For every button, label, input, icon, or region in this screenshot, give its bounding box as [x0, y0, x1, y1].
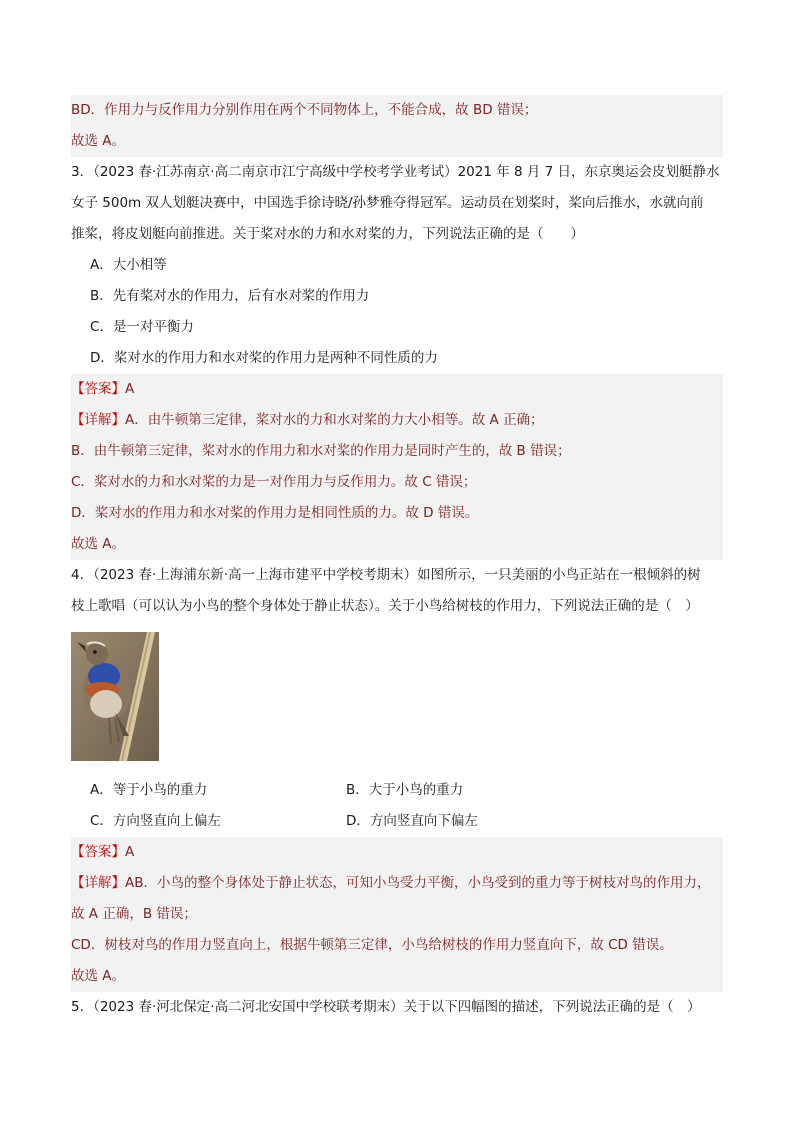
- q4-option-c: C．方向竖直向上偏左: [90, 813, 221, 829]
- q3-stem-line1: 3．（2023 春·江苏南京·高二南京市江宁高级中学校考学业考试）2021 年 8 月 7 日，东京奥运会皮划艇静水: [71, 164, 720, 180]
- q3-option-b: B．先有桨对水的作用力，后有水对桨的作用力: [90, 288, 370, 304]
- prev-detail-line: BD．作用力与反作用力分别作用在两个不同物体上，不能合成，故 BD 错误；: [71, 95, 723, 126]
- q4-options-row1: [71, 775, 723, 806]
- answer-value: A: [125, 381, 135, 397]
- document-page: [71, 95, 723, 1023]
- q4-stem-line1: 4．（2023 春·上海浦东新·高一上海市建平中学校考期末）如图所示，一只美丽的小鸟正站在一根倾斜的树: [71, 567, 701, 583]
- detail-text: A．由牛顿第三定律，桨对水的力和水对桨的力大小相等。故 A 正确；: [125, 412, 544, 428]
- answer-tag: 【答案】: [71, 381, 125, 397]
- q4-detail-line3: CD．树枝对鸟的作用力竖直向上，根据牛顿第三定律，小鸟给树枝的作用力竖直向下，故 CD 错误。: [71, 930, 723, 961]
- q4-options-row2: [71, 806, 723, 837]
- q4-option-a: A．等于小鸟的重力: [90, 782, 208, 798]
- q3-detail-line3: C．桨对水的力和水对桨的力是一对作用力与反作用力。故 C 错误；: [71, 467, 723, 498]
- q3-option-a: A．大小相等: [90, 257, 167, 273]
- q4-detail-line1: [71, 868, 723, 899]
- q4-option-b: B．大于小鸟的重力: [346, 782, 464, 798]
- q4-stem-line2: 枝上歌唱（可以认为小鸟的整个身体处于静止状态）。关于小鸟给树枝的作用力，下列说法正确的是（ ）: [71, 598, 699, 614]
- q3-stem-line2: 女子 500m 双人划艇决赛中，中国选手徐诗晓/孙梦雅夺得冠军。运动员在划桨时，桨向后推水，水就向前: [71, 195, 704, 211]
- q4-option-d: D．方向竖直向下偏左: [346, 813, 478, 829]
- q3-answer: [71, 374, 723, 405]
- q4-answer: [71, 837, 723, 868]
- q3-detail-line2: B．由牛顿第三定律，桨对水的作用力和水对桨的作用力是同时产生的，故 B 错误；: [71, 436, 723, 467]
- q3-detail-line1: [71, 405, 723, 436]
- answer-value: A: [125, 844, 135, 860]
- detail-text: AB．小鸟的整个身体处于静止状态，可知小鸟受力平衡，小鸟受到的重力等于树枝对鸟的作用力，: [125, 875, 711, 891]
- detail-tag: 【详解】: [71, 412, 125, 428]
- q4-detail-line4: 故选 A。: [71, 961, 723, 992]
- prev-conclusion-line: 故选 A。: [71, 126, 723, 157]
- q3-option-d: D．桨对水的作用力和水对桨的作用力是两种不同性质的力: [90, 350, 438, 366]
- q3-detail-line5: 故选 A。: [71, 529, 723, 560]
- bird-photo: [71, 632, 159, 761]
- detail-tag: 【详解】: [71, 875, 125, 891]
- q3-stem-line3: 推桨，将皮划艇向前推进。关于桨对水的力和水对桨的力，下列说法正确的是（ ）: [71, 226, 584, 242]
- q3-option-c: C．是一对平衡力: [90, 319, 194, 335]
- bird-on-branch-image: [71, 632, 159, 761]
- q5-stem-line1: 5．（2023 春·河北保定·高二河北安国中学校联考期末）关于以下四幅图的描述，下列说法正确的是（ ）: [71, 999, 701, 1015]
- q3-detail-line4: D．桨对水的作用力和水对桨的作用力是相同性质的力。故 D 错误。: [71, 498, 723, 529]
- answer-tag: 【答案】: [71, 844, 125, 860]
- q4-detail-line2: 故 A 正确，B 错误；: [71, 899, 723, 930]
